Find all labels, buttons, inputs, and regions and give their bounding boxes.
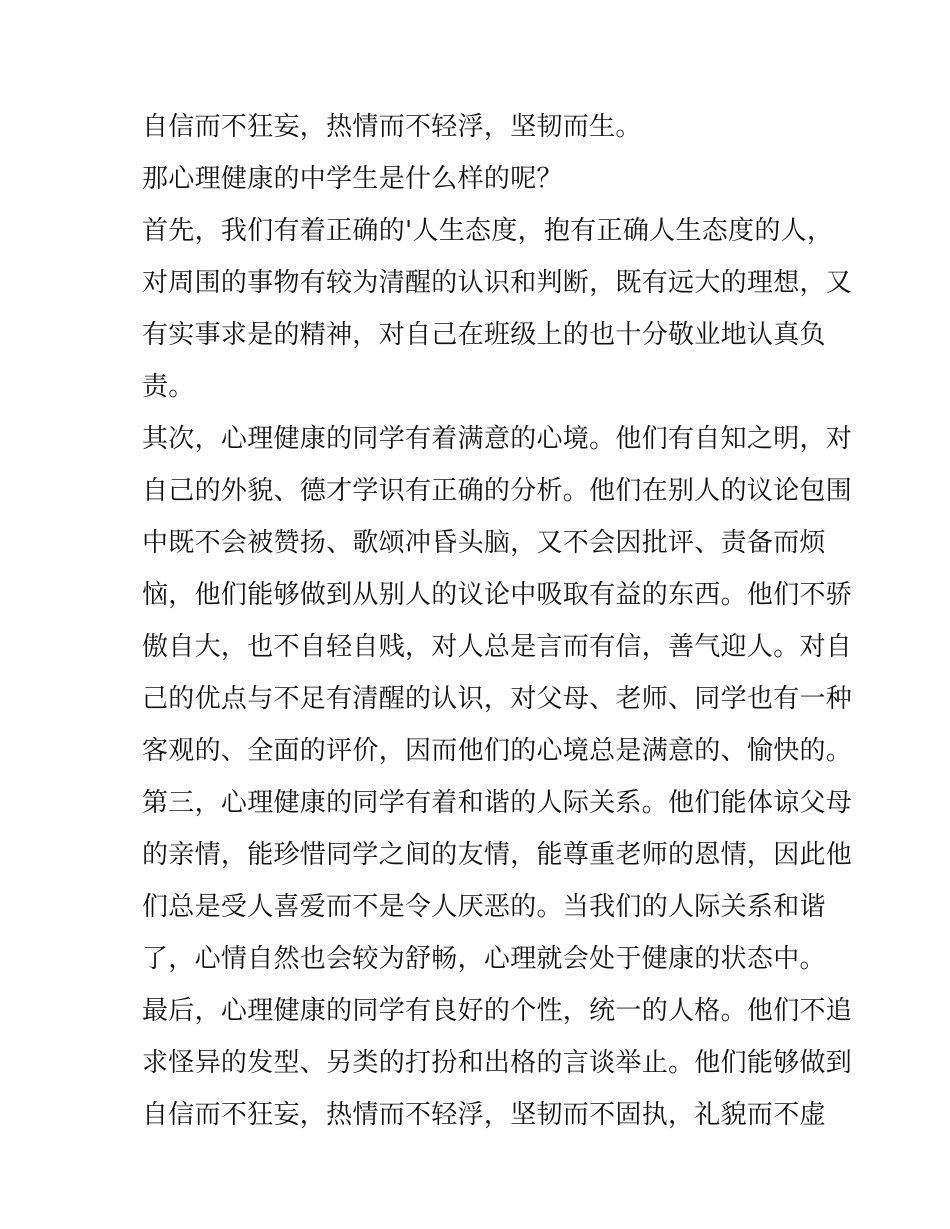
text-line: 那心理健康的中学生是什么样的呢？ [142, 164, 563, 194]
text-line: 对周围的事物有较为清醒的认识和判断，既有远大的理想，又 [142, 268, 853, 298]
text-line: 客观的、全面的评价，因而他们的心境总是满意的、愉快的。 [142, 736, 853, 766]
text-line: 傲自大，也不自轻自贱，对人总是言而有信，善气迎人。对自 [142, 632, 853, 662]
text-line: 中既不会被赞扬、歌颂冲昏头脑，又不会因批评、责备而烦 [142, 528, 826, 558]
text-line: 第三，心理健康的同学有着和谐的人际关系。他们能体谅父母 [142, 788, 853, 818]
text-line: 恼，他们能够做到从别人的议论中吸取有益的东西。他们不骄 [142, 580, 853, 610]
text-line: 最后，心理健康的同学有良好的个性，统一的人格。他们不追 [142, 996, 853, 1026]
text-line: 自信而不狂妄，热情而不轻浮，坚韧而生。 [142, 112, 642, 142]
text-line: 自信而不狂妄，热情而不轻浮，坚韧而不固执，礼貌而不虚 [142, 1100, 826, 1130]
text-line: 自己的外貌、德才学识有正确的分析。他们在别人的议论包围 [142, 476, 853, 506]
text-line: 责。 [142, 372, 195, 402]
text-line: 有实事求是的精神，对自己在班级上的也十分敬业地认真负 [142, 320, 826, 350]
text-line: 己的优点与不足有清醒的认识，对父母、老师、同学也有一种 [142, 684, 853, 714]
text-line: 求怪异的发型、另类的打扮和出格的言谈举止。他们能够做到 [142, 1048, 853, 1078]
text-line: 了，心情自然也会较为舒畅，心理就会处于健康的状态中。 [142, 944, 826, 974]
text-line: 其次，心理健康的同学有着满意的心境。他们有自知之明，对 [142, 424, 853, 454]
text-line: 的亲情，能珍惜同学之间的友情，能尊重老师的恩情，因此他 [142, 840, 853, 870]
text-line: 们总是受人喜爱而不是令人厌恶的。当我们的人际关系和谐 [142, 892, 826, 922]
text-line: 首先，我们有着正确的'人生态度，抱有正确人生态度的人， [142, 216, 834, 246]
